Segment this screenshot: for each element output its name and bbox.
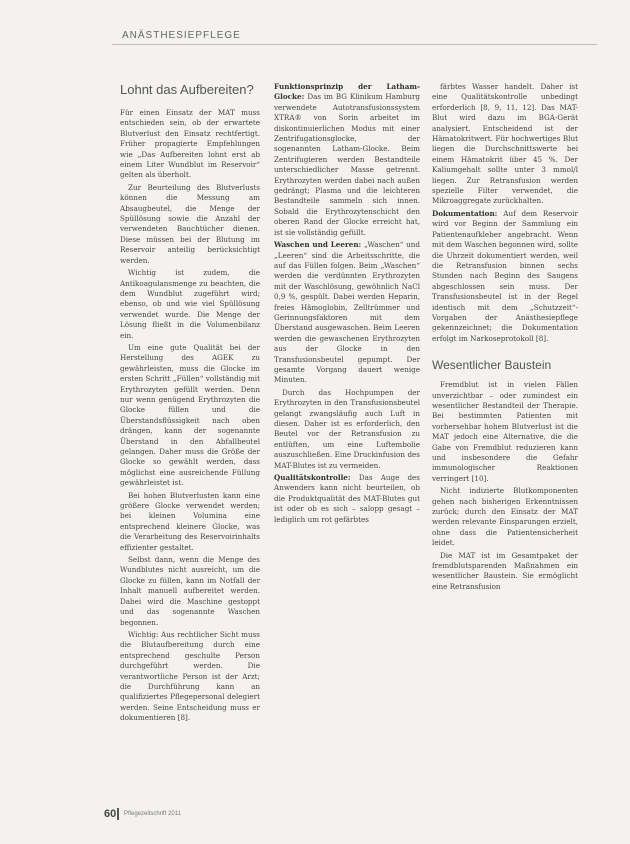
body-paragraph [432, 486, 578, 548]
body-paragraph: Um eine gute Qualität bei der Herstellung des AGEK zu gewährleisten, muss die Glocke im ersten Schritt „Füllen“ vollständig mit Erythrozyten gefüllt werden. Denn nur wenn genügend Erythrozyten die Glocke füllen und die Überstandsflüssigkeit nach oben drängen, kann der sogenannte Überstand in den Abfallbeutel gelangen. Daher muss die Größe der Glocke so gewählt werden, dass möglichst eine ausreichende Füllung gewährleistet ist. [120, 342, 260, 488]
body-paragraph [432, 551, 578, 593]
column-1 [120, 82, 260, 726]
body-paragraph [432, 380, 578, 484]
body-paragraph: Wichtig: Aus rechtlicher Sicht muss die Blutaufbereitung durch eine entsprechend geschulte Person durchgeführt werden. Die verantwortliche Person ist der Arzt; die Durchführung kann an qualifiziertes Pflegepersonal delegiert werden. Seine Entscheidung muss er dokumentieren [8]. [120, 629, 260, 723]
footer-divider [117, 808, 119, 820]
paragraph-text: Auf dem Reservoir wird vor Beginn der Sammlung ein Patientenaufkleber angebracht. Wenn mit dem Waschen begonnen wird, sollte die Uhrzeit dokumentiert werden, weil die Retransfusion binnen sechs Stunden nach Beginn des Saugens abgeschlossen sein muss. Der Transfusionsbeutel ist in der Regel identisch mit dem „Schutzzeit“-Vorgaben der Anästhesiepflege gekennzeichnet; die Dokumentation erfolgt im Narkoseprotokoll [8]. [432, 208, 578, 343]
column-3 [432, 82, 578, 594]
paragraph-text: Die MAT ist im Gesamtpaket der fremdblutsparenden Maßnahmen ein wesentlicher Baustein. Sie ermöglicht eine Retransfusion [432, 550, 578, 591]
paragraph-lead: Qualitätskontrolle: [274, 473, 359, 483]
paragraph-lead: Funktionsprinzip der Latham-Glocke: [274, 82, 420, 102]
paragraph-text: färbtes Wasser handelt. Daher ist eine Qualitätskontrolle unbedingt erforderlich [8, 9, 11, 12]. Das MAT-Blut wird dazu im BGA-Gerät analysiert. Entscheidend ist der Hämatokritwert. Für hochwertiges Blut liegen die Durchschnittswerte bei einem Hämatokrit über 45 %. Der Kaliumgehalt sollte unter 3 mmol/l liegen. Zur Retransfusion werden spezielle Filter verwendet, die Mikroaggregate zurückhalten. [432, 82, 578, 206]
subsection-heading: Wesentlicher Baustein [432, 358, 552, 373]
paragraph-text: „Waschen“ und „Leeren“ sind die Arbeitsschritte, die auf das Füllen folgen. Beim „Waschen“ werden die verdünnten Erythrozyten mit der Waschlösung, gewöhnlich NaCl 0,9 %, gespült. Dabei werden Heparin, freies Hämoglobin, Zelltrümmer und Gerinnungsfaktoren mit dem Überstand ausgewaschen. Beim Leeren werden die gewaschenen Erythrozyten aus der Glocke in den Transfusionsbeutel gepumpt. Der gesamte Vorgang dauert wenige Minuten. [274, 240, 420, 385]
column-3-body-2 [432, 380, 578, 592]
body-paragraph [274, 473, 420, 525]
column-3-body [432, 82, 578, 344]
header-divider [112, 44, 597, 45]
page-number: 60 [104, 808, 117, 820]
paragraph-lead: Dokumentation: [432, 208, 504, 218]
paragraph-text: Das Auge des Anwenders kann nicht beurteilen, ob die Produktqualität des MAT-Blutes gut ist oder ob es sich – salopp gesagt – lediglich um rot gefärbtes [274, 473, 420, 524]
body-paragraph [274, 240, 420, 386]
body-paragraph [432, 82, 578, 207]
section-heading: Lohnt das Aufbereiten? [120, 82, 254, 97]
column-1-body [120, 108, 260, 724]
body-paragraph: Für einen Einsatz der MAT muss entschieden sein, ob der erwartete Blutverlust den Einsatz rechtfertigt. Früher propagierte Empfehlungen wie „Das Aufbereiten lohnt erst ab einem Liter Wundblut im Reservoir“ gelten als überholt. [120, 108, 260, 180]
body-paragraph: Bei hohen Blutverlusten kann eine größere Glocke verwendet werden; bei kleinen Volumina eine entsprechend kleinere Glocke, was die Verarbeitung des Reservoirinhalts effizienter gestaltet. [120, 490, 260, 552]
paragraph-text: Durch das Hochpumpen der Erythrozyten in den Transfusionsbeutel gelangt zwangsläufig auch Luft in diesen. Daher ist es erforderlich, den Beutel vor der Retransfusion zu entlüften, um eine Luftembolie auszuschließen. Eine Druckinfusion des MAT-Blutes ist zu vermeiden. [274, 387, 420, 470]
body-paragraph: Zur Beurteilung des Blutverlusts können die Messung am Absaugbeutel, die Menge der Spüllösung sowie die Anzahl der verwendeten Bauchtücher dienen. Diese müssen bei der Blutung im Reservoir anteilig berücksichtigt werden. [120, 182, 260, 265]
column-2 [274, 82, 420, 527]
body-paragraph [432, 209, 578, 344]
body-paragraph [274, 388, 420, 471]
body-paragraph: Selbst dann, wenn die Menge des Wundblutes nicht ausreicht, um die Glocke zu füllen, kann im Notfall der Inhalt manuell aufbereitet werden. Dabei wird die Maschine gestoppt und das sogenannte Waschen begonnen. [120, 555, 260, 627]
paragraph-text: Nicht indizierte Blutkomponenten gehen nach bisherigen Erkenntnissen zurück; durch den Einsatz der MAT werden relevante Einsparungen erzielt, ohne dass die Patientensicherheit leidet. [432, 486, 578, 548]
paragraph-lead: Waschen und Leeren: [274, 240, 365, 250]
journal-name: Pflegezeitschrift 2011 [124, 811, 181, 817]
column-2-body [274, 82, 420, 525]
paragraph-text: Das im BG Klinikum Hamburg verwendete Autotransfusionssystem XTRA® von Sorin arbeitet im diskontinuierlichen Modus mit einer Zentrifugationsglocke, der sogenannten Latham-Glocke. Beim Zentrifugieren werden Bestandteile unterschiedlicher Masse getrennt. Erythrozyten werden dabei nach außen gedrängt; Plasma und die leichteren Bestandteile sammeln sich innen. Sobald die Erythrozytenschicht den oberen Rand der Glocke erreicht hat, ist sie vollständig gefüllt. [274, 92, 421, 237]
body-paragraph [274, 82, 420, 238]
body-paragraph: Wichtig ist zudem, die Antikoagulansmenge zu beachten, die dem Wundblut zugeführt wird; ebenso, ob und wie viel Spüllösung verwendet wurde. Die Menge der Lösung fließt in die Volumenbilanz ein. [120, 268, 260, 340]
paragraph-text: Fremdblut ist in vielen Fällen unverzichtbar – oder zumindest ein wesentlicher Bestandteil der Therapie. Bei bestimmten Patienten mit vorhersehbar hohem Blutverlust ist die MAT jedoch eine Alternative, die die Gabe von Fremdblut reduzieren kann und insbesondere die Gefahr immunologischer Reaktionen verringert [10]. [432, 380, 578, 483]
section-header: ANÄSTHESIEPFLEGE [122, 30, 241, 41]
